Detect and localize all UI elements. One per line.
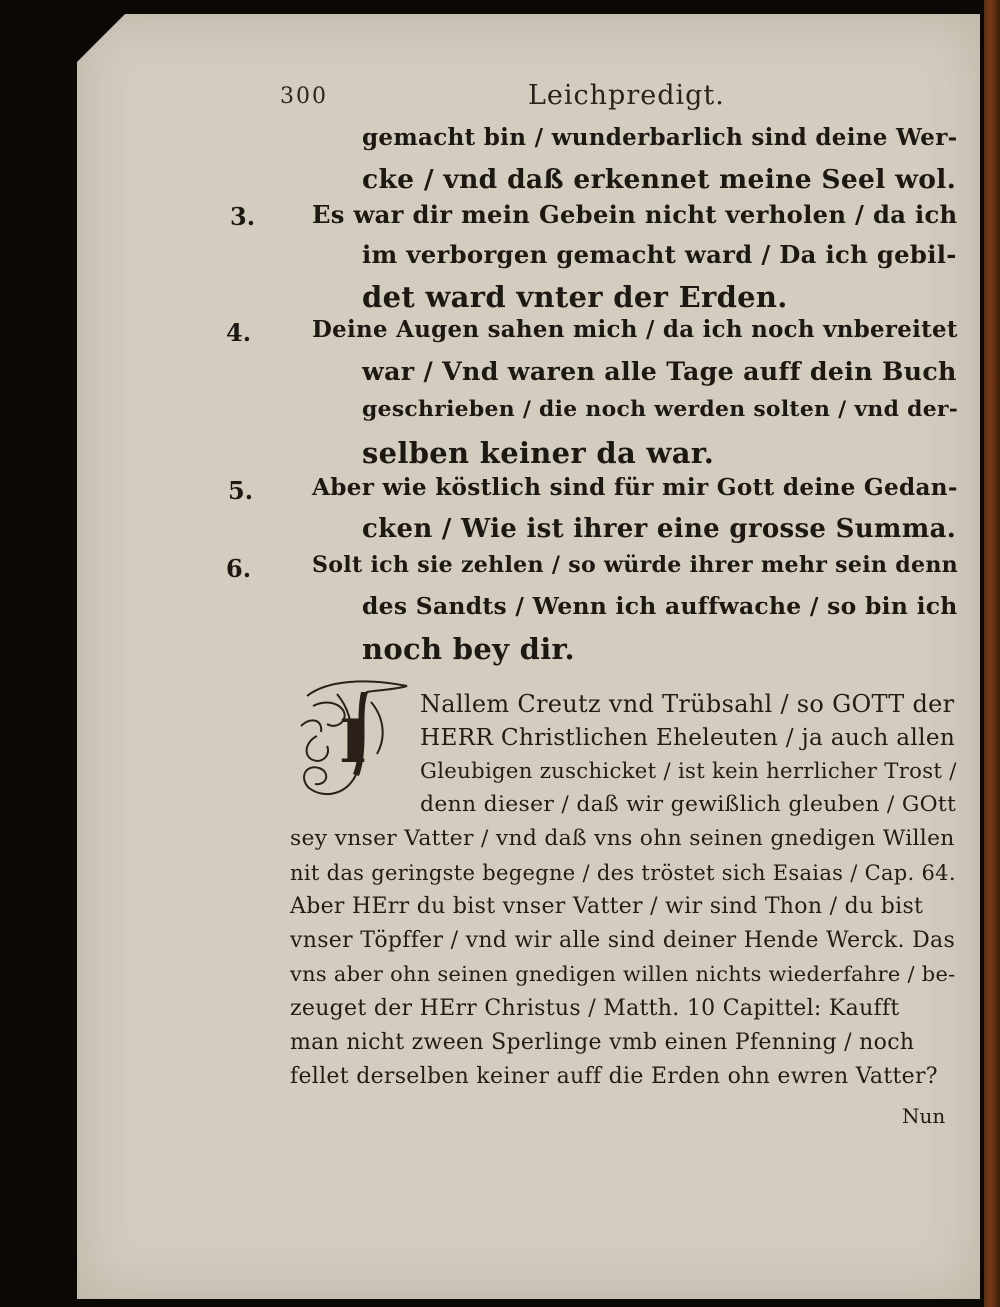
prose-line: nit das geringste begegne / des tröstet sich Esaias / Cap. 64. — [290, 860, 956, 885]
verse-line: im verborgen gemacht ward / Da ich gebil‑ — [362, 240, 957, 269]
running-title: Leichpredigt. — [528, 80, 725, 111]
verse-line: cken / Wie ist ihrer eine grosse Summa. — [362, 514, 957, 544]
prose-line: denn dieser / daß wir gewißlich gleuben / GOtt — [420, 792, 957, 817]
verse-number: 4. — [226, 318, 252, 347]
book-edge — [984, 0, 1000, 1307]
verse-line: noch bey dir. — [362, 632, 575, 666]
verse-line: Aber wie köstlich sind für mir Gott deine Gedan‑ — [312, 474, 958, 501]
prose-line: zeuget der HErr Christus / Matth. 10 Capittel: Kaufft — [290, 996, 900, 1021]
verse-line: war / Vnd waren alle Tage auff dein Buch — [362, 356, 957, 386]
decorated-initial — [297, 676, 415, 804]
catchword: Nun — [902, 1104, 946, 1128]
verse-number: 5. — [228, 476, 254, 505]
prose-line: sey vnser Vatter / vnd daß vns ohn seinen gnedigen Willen — [290, 826, 955, 851]
verse-line: Deine Augen sahen mich / da ich noch vnbereitet — [312, 316, 958, 343]
verse-line: selben keiner da war. — [362, 436, 715, 470]
prose-line: vns aber ohn seinen gnedigen willen nichts wiederfahre / be‑ — [290, 962, 956, 986]
verse-number: 6. — [226, 554, 252, 583]
verse-line: Es war dir mein Gebein nicht verholen / da ich — [312, 200, 958, 229]
verse-line: gemacht bin / wunderbarlich sind deine Wer‑ — [362, 124, 958, 151]
verse-number: 3. — [230, 202, 256, 231]
initial-letter: I — [338, 707, 368, 777]
prose-line: vnser Töpffer / vnd wir alle sind deiner Hende Werck. Das — [290, 928, 956, 953]
verse-line: cke / vnd daß erkennet meine Seel wol. — [362, 164, 957, 195]
prose-line: Gleubigen zuschicket / ist kein herrlicher Trost / — [420, 758, 957, 783]
prose-line: HERR Christlichen Eheleuten / ja auch allen — [420, 724, 956, 751]
prose-line: Nallem Creutz vnd Trübsahl / so GOTT der — [420, 690, 955, 718]
verse-line: des Sandts / Wenn ich auffwache / so bin ich — [362, 592, 958, 620]
prose-line: fellet derselben keiner auff die Erden ohn ewren Vatter? — [290, 1064, 938, 1089]
verse-line: geschrieben / die noch werden solten / vnd der‑ — [362, 396, 959, 422]
page-header — [280, 80, 725, 116]
page-number: 300 — [280, 84, 328, 109]
prose-line: man nicht zween Sperlinge vmb einen Pfenning / noch — [290, 1030, 915, 1055]
verse-line: det ward vnter der Erden. — [362, 280, 788, 314]
verse-line: Solt ich sie zehlen / so würde ihrer mehr sein denn — [312, 552, 959, 578]
prose-line: Aber HErr du bist vnser Vatter / wir sind Thon / du bist — [290, 894, 924, 919]
